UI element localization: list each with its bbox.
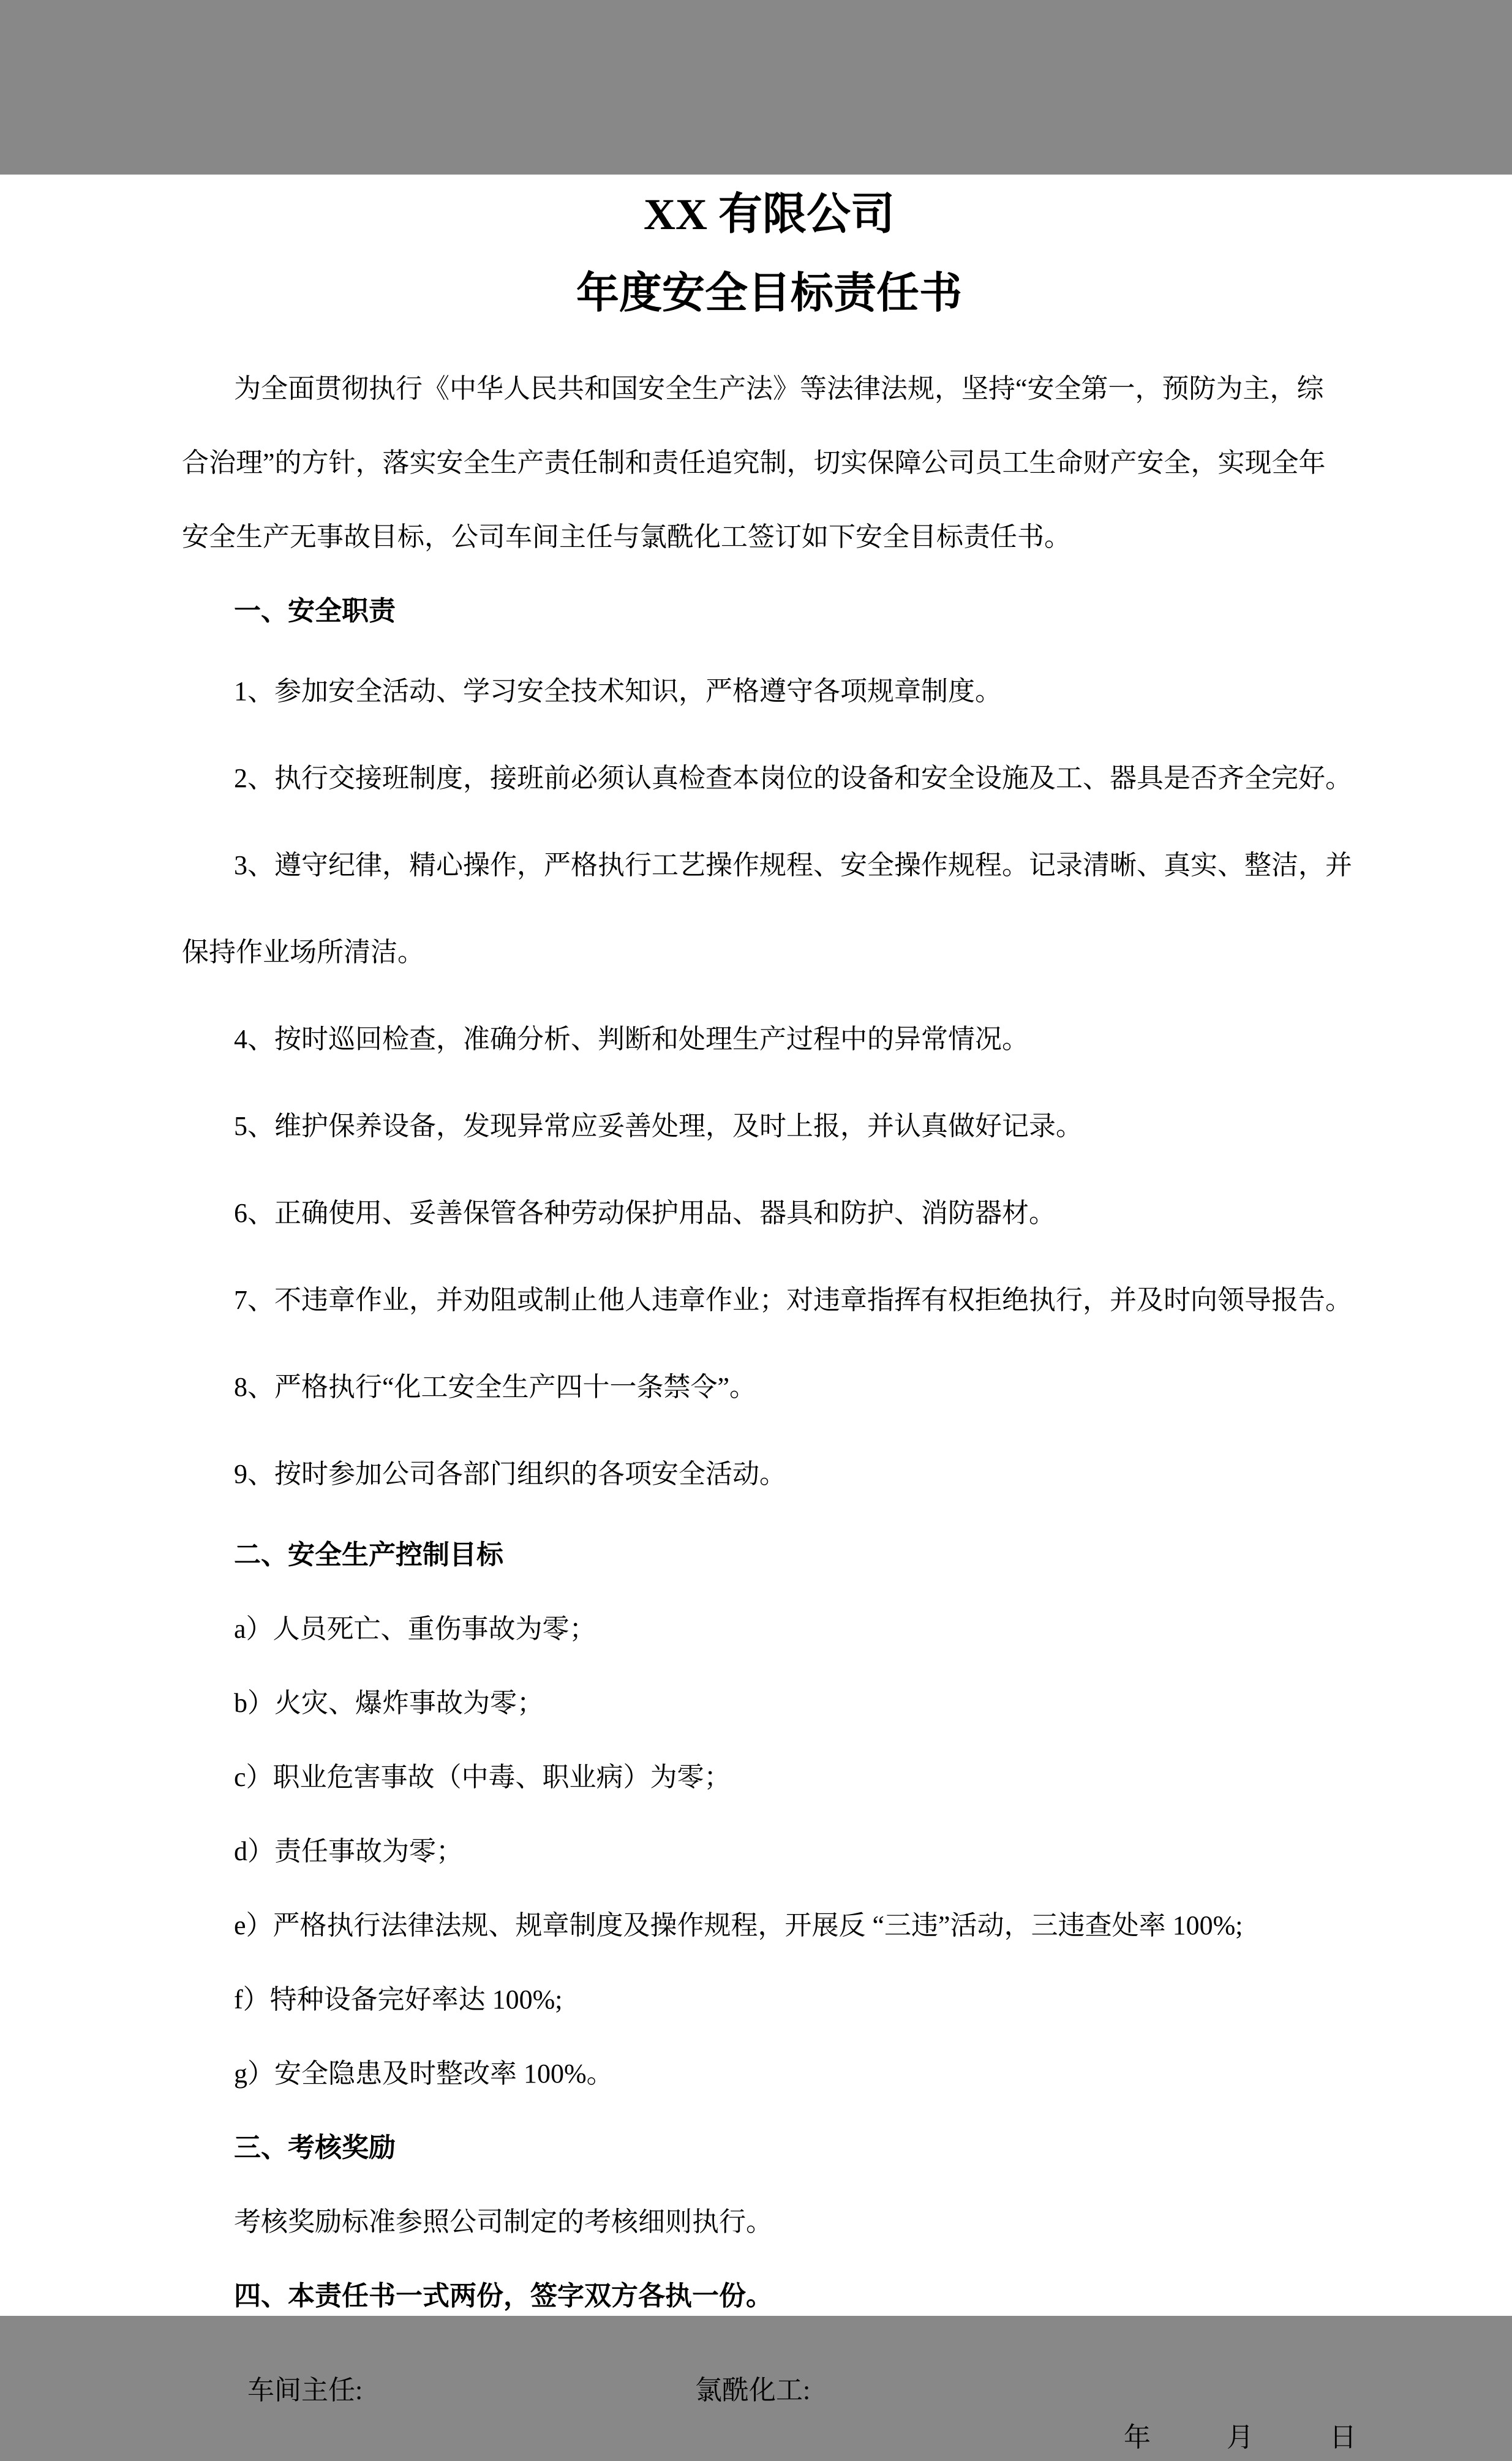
- section1-item-3: 3、遵守纪律，精心操作，严格执行工艺操作规程、安全操作规程。记录清晰、真实、整洁，并: [234, 850, 1352, 880]
- section2-item-a: a）人员死亡、重伤事故为零；: [234, 1614, 596, 1644]
- section1-item-3-continued: 保持作业场所清洁。: [182, 937, 424, 967]
- section1-item-7: 7、不违章作业，并劝阻或制止他人违章作业；对违章指挥有权拒绝执行，并及时向领导报告。: [234, 1285, 1352, 1315]
- section2-heading: 二、安全生产控制目标: [234, 1540, 503, 1570]
- section2-item-g: g）安全隐患及时整改率 100%。: [234, 2059, 614, 2089]
- section2-item-c: c）职业危害事故（中毒、职业病）为零；: [234, 1762, 731, 1792]
- intro-line-3: 安全生产无事故目标，公司车间主任与氯酰化工签订如下安全目标责任书。: [182, 522, 1071, 552]
- section1-item-6: 6、正确使用、妥善保管各种劳动保护用品、器具和防护、消防器材。: [234, 1198, 1056, 1228]
- section1-item-2: 2、执行交接班制度，接班前必须认真检查本岗位的设备和安全设施及工、器具是否齐全完好。: [234, 763, 1352, 793]
- doc-subtitle: 年度安全目标责任书: [576, 270, 962, 317]
- section1-item-9: 9、按时参加公司各部门组织的各项安全活动。: [234, 1459, 786, 1489]
- date-month-label: 月: [1227, 2422, 1254, 2452]
- section1-item-1: 1、参加安全活动、学习安全技术知识，严格遵守各项规章制度。: [234, 676, 1002, 706]
- document-page: [0, 175, 1512, 2452]
- date-day-label: 日: [1330, 2422, 1356, 2452]
- section4-heading: 四、本责任书一式两份，签字双方各执一份。: [234, 2281, 773, 2311]
- date-line: [182, 2414, 1356, 2461]
- section3-heading: 三、考核奖励: [234, 2133, 396, 2163]
- section1-heading: 一、安全职责: [234, 596, 396, 626]
- section2-item-e: e）严格执行法律法规、规章制度及操作规程，开展反 “三违”活动，三违查处率 100%;: [234, 1910, 1243, 1940]
- intro-line-2: 合治理”的方针，落实安全生产责任制和责任追究制，切实保障公司员工生命财产安全，实现全年: [182, 448, 1326, 478]
- section2-item-f: f）特种设备完好率达 100%;: [234, 1984, 563, 2014]
- signature-label-chloroacyl-chemical: 氯酰化工:: [695, 2375, 811, 2405]
- intro-line-1: 为全面贯彻执行《中华人民共和国安全生产法》等法律法规，坚持“安全第一，预防为主，综: [234, 374, 1324, 404]
- signature-label-workshop-director: 车间主任:: [247, 2375, 363, 2405]
- doc-title: XX 有限公司: [644, 190, 895, 239]
- section1-item-4: 4、按时巡回检查，准确分析、判断和处理生产过程中的异常情况。: [234, 1024, 1029, 1054]
- section1-item-8: 8、严格执行“化工安全生产四十一条禁令”。: [234, 1372, 757, 1402]
- date-year-label: 年: [1124, 2422, 1151, 2452]
- signature-row: [182, 2367, 1356, 2414]
- section1-item-5: 5、维护保养设备，发现异常应妥善处理，及时上报，并认真做好记录。: [234, 1111, 1083, 1141]
- section3-body: 考核奖励标准参照公司制定的考核细则执行。: [234, 2207, 773, 2237]
- section2-item-d: d）责任事故为零；: [234, 1836, 463, 1866]
- doc-body: [182, 365, 1356, 2461]
- section2-item-b: b）火灾、爆炸事故为零；: [234, 1688, 544, 1718]
